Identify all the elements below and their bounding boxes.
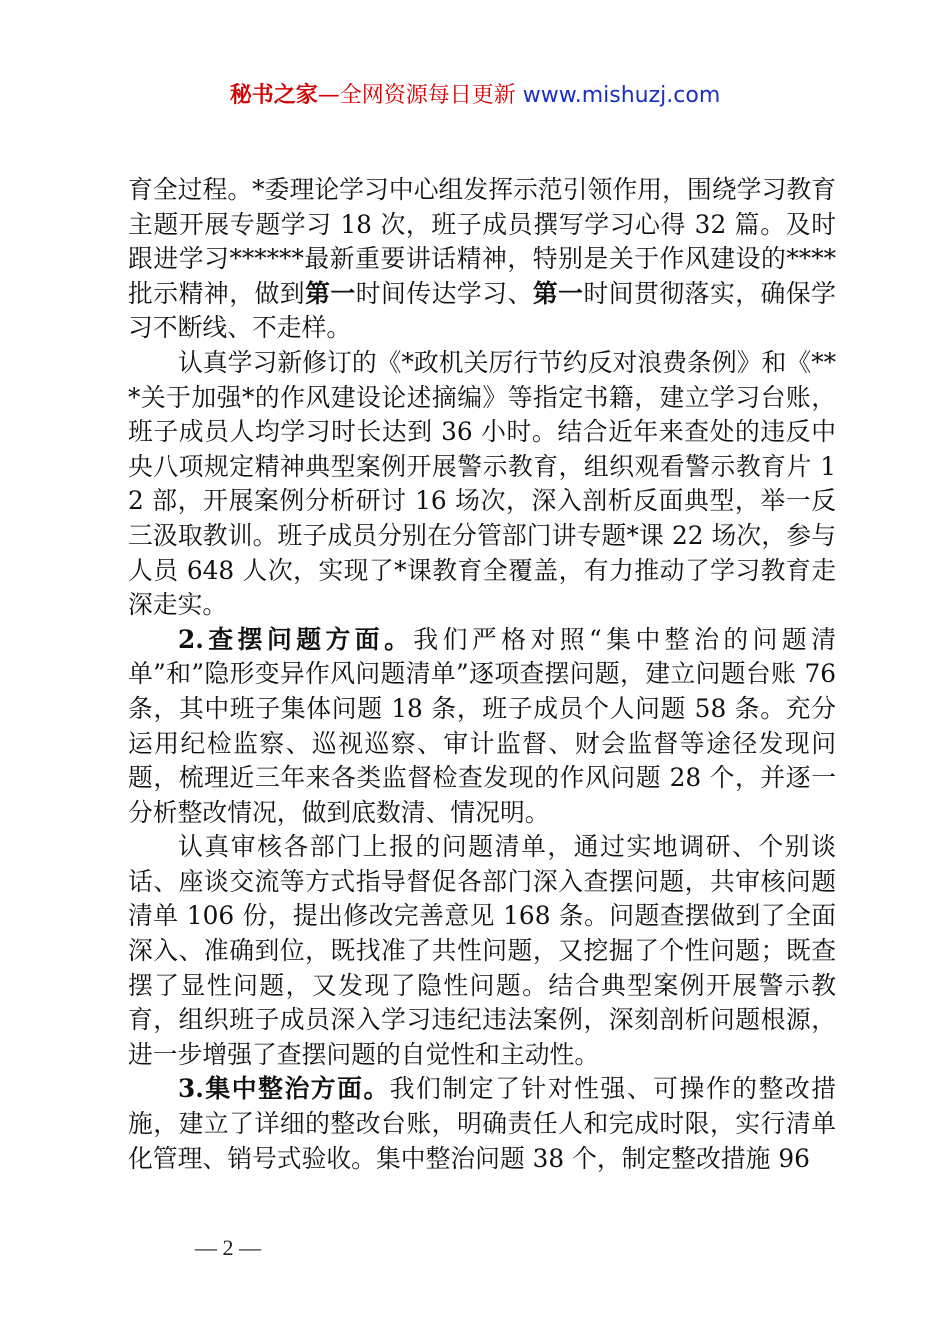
section-heading: 3.集中整治方面。: [178, 1074, 390, 1104]
site-url-link[interactable]: www.mishuzj.com: [522, 83, 721, 108]
paragraph-problem-review: [128, 623, 836, 831]
section-heading: 2.查摆问题方面。: [178, 624, 414, 654]
paragraph-study-records: [128, 346, 836, 623]
paragraph-continuation: [128, 173, 836, 346]
paragraph-rectification: [128, 1072, 836, 1176]
text-segment: 我们制定了针对性强、可操作的整改措施，建立了详细的整改台账，明确责任人和完成时限，实行清单化管理、销号式验收。集中整治问题 38 个，制定整改措施 96: [128, 1074, 836, 1173]
site-tagline: —全网资源每日更新: [317, 83, 516, 108]
document-body: [128, 173, 836, 1176]
text-segment: 时间贯彻落实，确保学习不断线、不走样。: [128, 278, 836, 343]
text-segment: 认真审核各部门上报的问题清单，通过实地调研、个别谈话、座谈交流等方式指导督促各部门深入查摆问题，共审核问题清单 106 份，提出修改完善意见 168 条。问题查摆做到了全面深入、准确到位，既找准了共性问题，又挖掘了个性问题；既查摆了显性问题，又发现了隐性问题。结合典型案例开展警示教育，组织班子成员深入学习违纪违法案例，深刻剖析问题根源，进一步增强了查摆问题的自觉性和主动性。: [128, 832, 836, 1069]
text-segment: 时间传达学习、: [355, 278, 533, 308]
text-segment: 我们严格对照“集中整治的问题清单”和”隐形变异作风问题清单”逐项查摆问题，建立问题台账 76 条，其中班子集体问题 18 条，班子成员个人问题 58 条。充分运用纪检监察、巡视巡察、审计监督、财会监督等途径发现问题，梳理近三年来各类监督检查发现的作风问题 28 个，并逐一分析整改情况，做到底数清、情况明。: [128, 624, 836, 827]
page-number: — 2 —: [195, 1235, 261, 1260]
text-segment: 认真学习新修订的《*政机关厉行节约反对浪费条例》和《***关于加强*的作风建设论述摘编》等指定书籍，建立学习台账，班子成员人均学习时长达到 36 小时。结合近年来查处的违反中央八项规定精神典型案例开展警示教育，组织观看警示教育片 12 部，开展案例分析研讨 16 场次，深入剖析反面典型，举一反三汲取教训。班子成员分别在分管部门讲专题*课 22 场次，参与人员 648 人次，实现了*课教育全覆盖，有力推动了学习教育走深走实。: [128, 347, 836, 620]
site-banner: [0, 78, 950, 114]
text-segment: 育全过程。*委理论学习中心组发挥示范引领作用，围绕学习教育主题开展专题学习 18 次，班子成员撰写学习心得 32 篇。及时跟进学习******最新重要讲话精神，特别是关于作风建设的****批示精神，做到: [128, 175, 836, 308]
text-segment-bold: 第一: [532, 278, 584, 308]
site-brand-name: 秘书之家: [229, 83, 318, 108]
text-segment-bold: 第一: [305, 278, 356, 308]
paragraph-problem-audit: [128, 830, 836, 1072]
